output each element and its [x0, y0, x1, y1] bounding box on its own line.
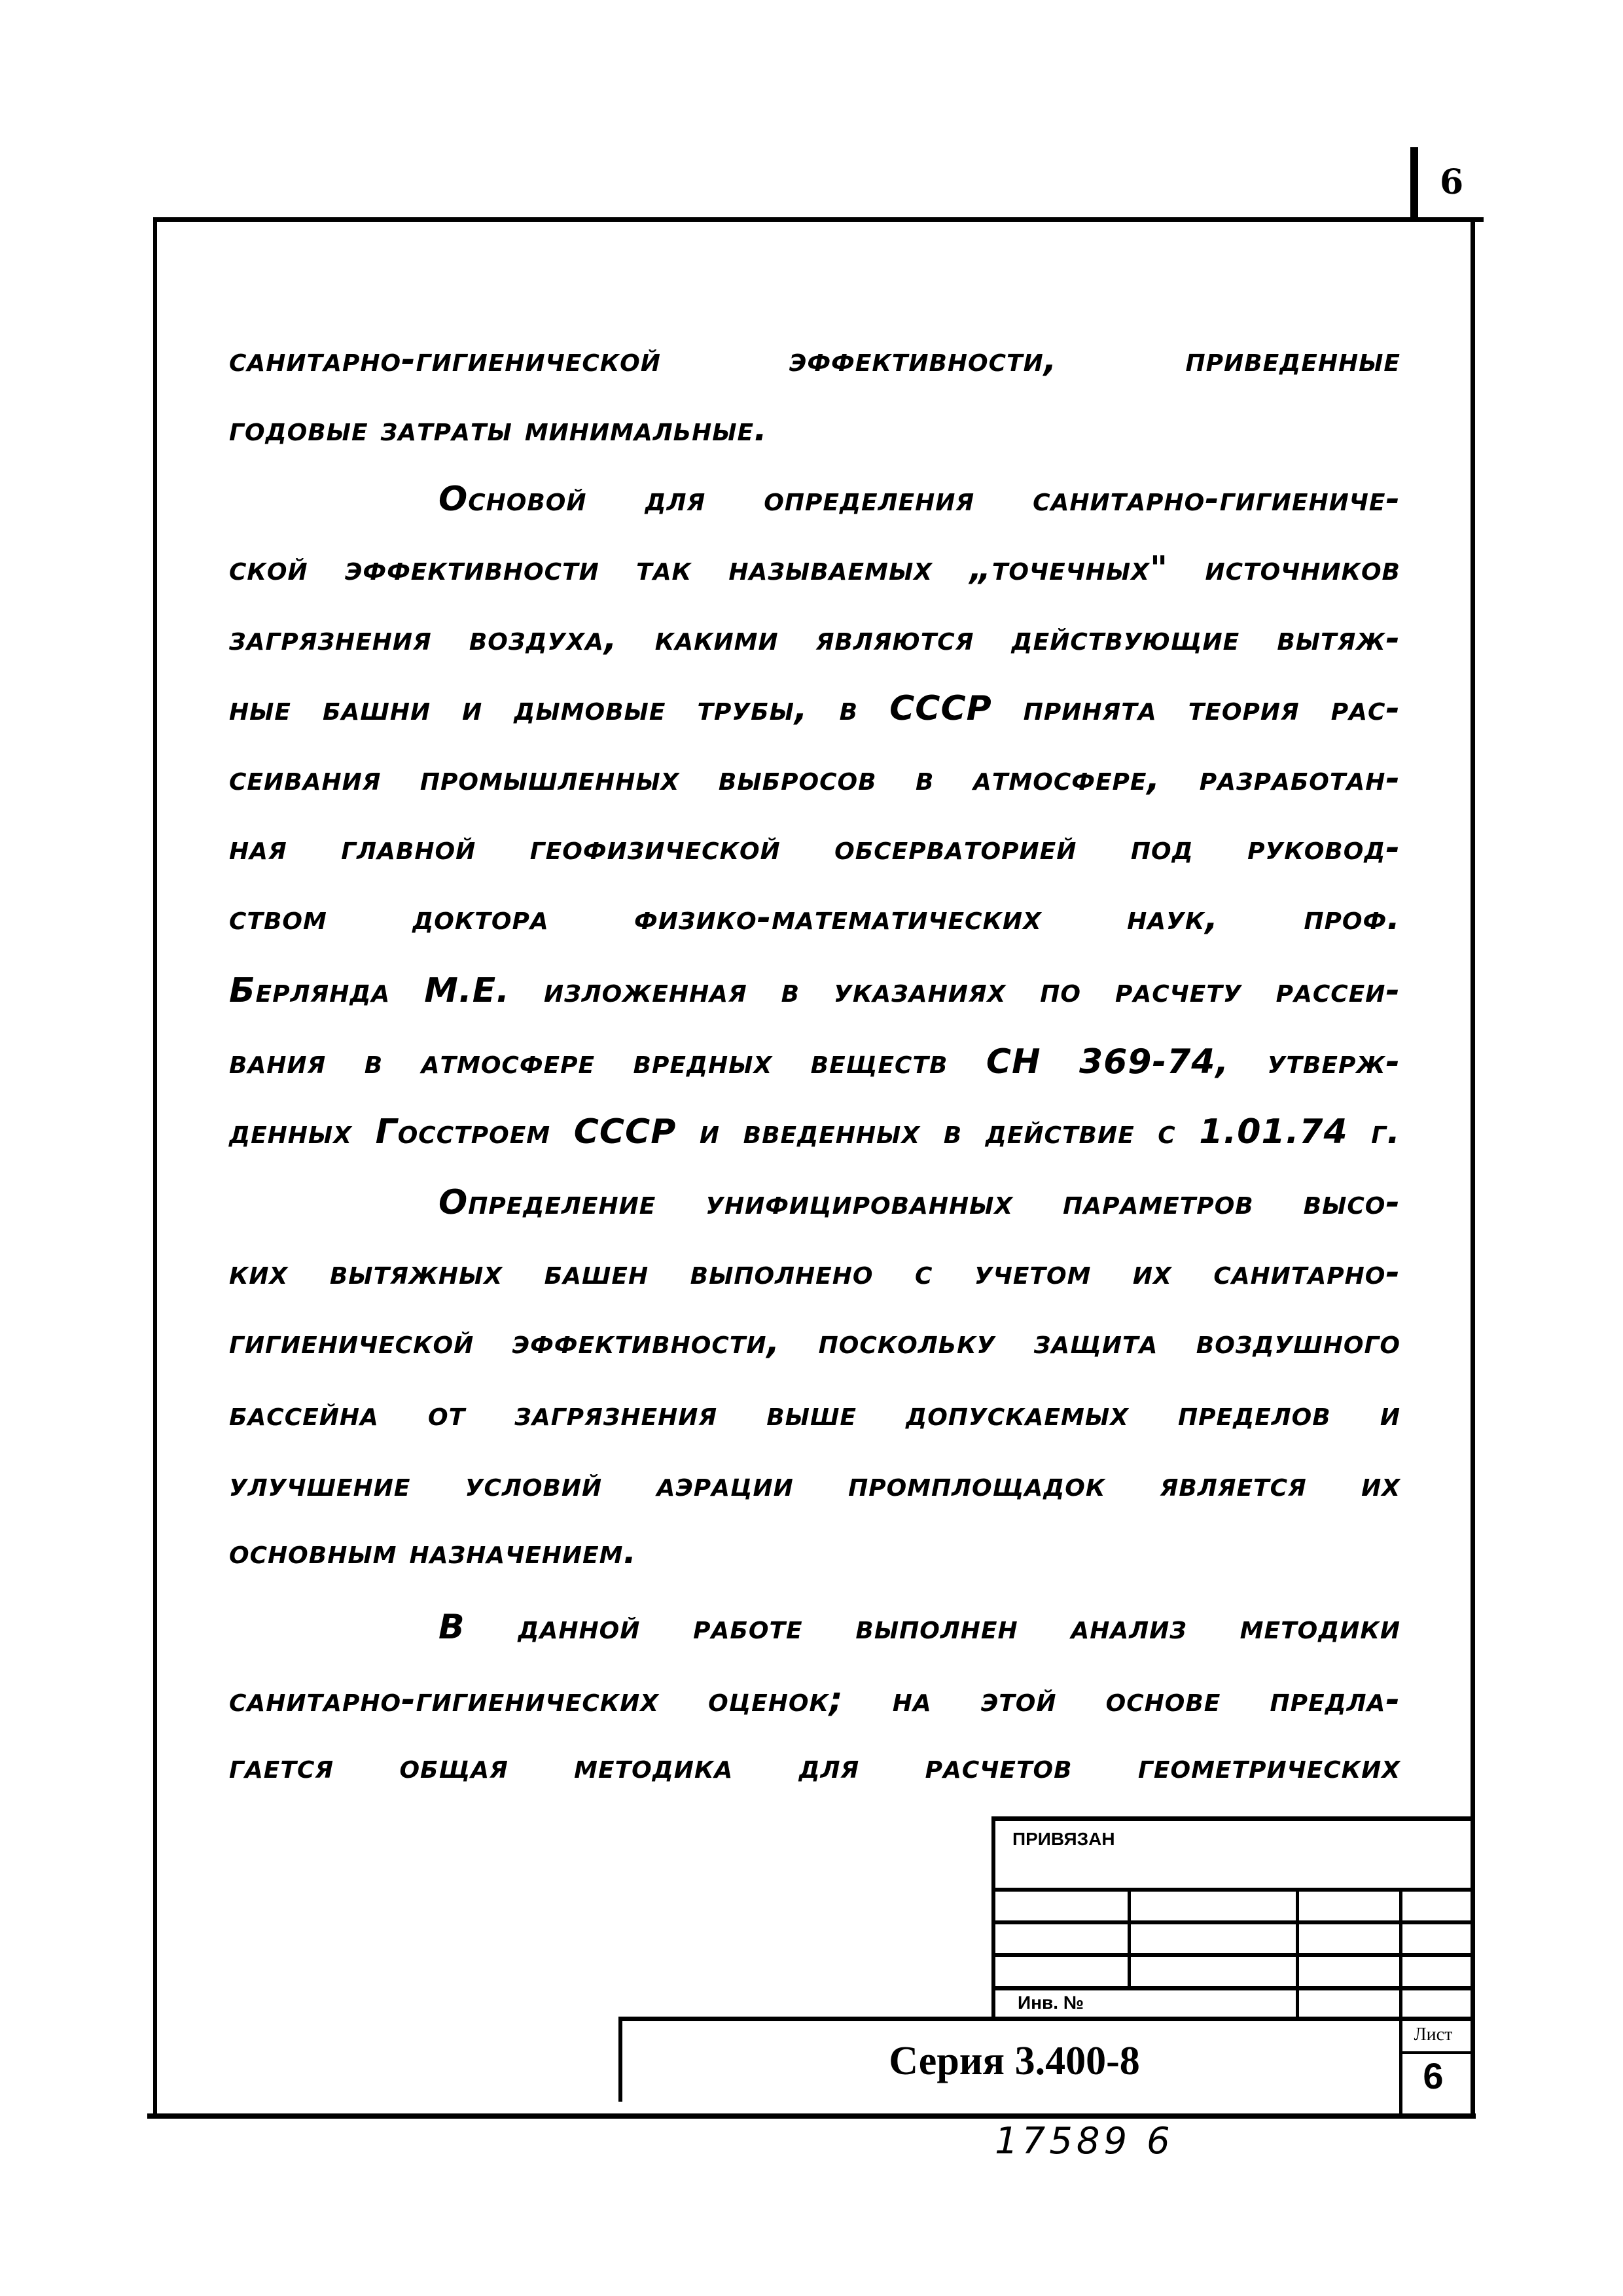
text-line: гается общая методика для расчетов геометрических [229, 1747, 1400, 1786]
frame-bottom [147, 2113, 1476, 2119]
frame-top [155, 217, 1484, 222]
text-line: гигиенической эффективности, поскольку защита воздушного [229, 1322, 1400, 1362]
sheet-divider [1400, 2051, 1472, 2054]
top-tick [1410, 147, 1418, 219]
text-line: санитарно-гигиенических оценок; на этой основе предла- [229, 1680, 1400, 1720]
text-line: Определение унифицированных параметров высо- [438, 1183, 1400, 1222]
bound-label: ПРИВЯЗАН [1012, 1829, 1115, 1849]
text-line: ской эффективности так называемых „точечных" источников [229, 549, 1400, 588]
text-line: улучшение условий аэрации промплощадок является их [229, 1465, 1401, 1504]
archive-number: 17589 6 [995, 2120, 1174, 2163]
stamp-col [1296, 1888, 1299, 2019]
text-line: загрязнения воздуха, какими являются действующие вытяж- [229, 619, 1400, 658]
text-line: годовые затраты минимальные. [229, 410, 768, 449]
text-line: вания в атмосфере вредных веществ СН 369-74, утверж- [229, 1042, 1400, 1082]
sheet-number: 6 [1423, 2055, 1444, 2096]
series-top [618, 2017, 1474, 2021]
text-line: основным назначением. [229, 1532, 637, 1572]
text-line: В данной работе выполнен анализ методики [438, 1608, 1400, 1647]
stamp-col [1128, 1888, 1131, 1986]
text-line: Берлянда М.Е. изложенная в указаниях по расчету рассеи- [229, 971, 1400, 1010]
text-line: бассейна от загрязнения выше допускаемых пределов и [229, 1394, 1400, 1434]
inv-label: Инв. № [1018, 1992, 1084, 2013]
text-line: ная главной геофизической обсерваторией под руковод- [229, 828, 1400, 868]
text-line: ких вытяжных башен выполнено с учетом их санитарно- [229, 1253, 1400, 1292]
text-line: ные башни и дымовые трубы, в СССР принята теория рас- [229, 689, 1400, 728]
text-line: санитарно-гигиенической эффективности, приведенные [229, 340, 1400, 380]
text-line: ством доктора физико-математических наук, проф. [229, 898, 1400, 938]
series-left [618, 2017, 622, 2102]
text-line: денных Госстроем СССР и введенных в действие с 1.01.74 г. [229, 1112, 1400, 1152]
page-number: 6 [1440, 162, 1464, 202]
sheet-label: Лист [1414, 2024, 1453, 2045]
stamp-top [991, 1816, 1474, 1821]
frame-left [153, 217, 157, 2118]
series-title: Серия 3.400-8 [889, 2039, 1140, 2083]
text-line: сеивания промышленных выбросов в атмосфере, разработан- [229, 759, 1400, 798]
text-line: Основой для определения санитарно-гигиениче- [438, 480, 1400, 519]
frame-right [1471, 217, 1475, 2118]
